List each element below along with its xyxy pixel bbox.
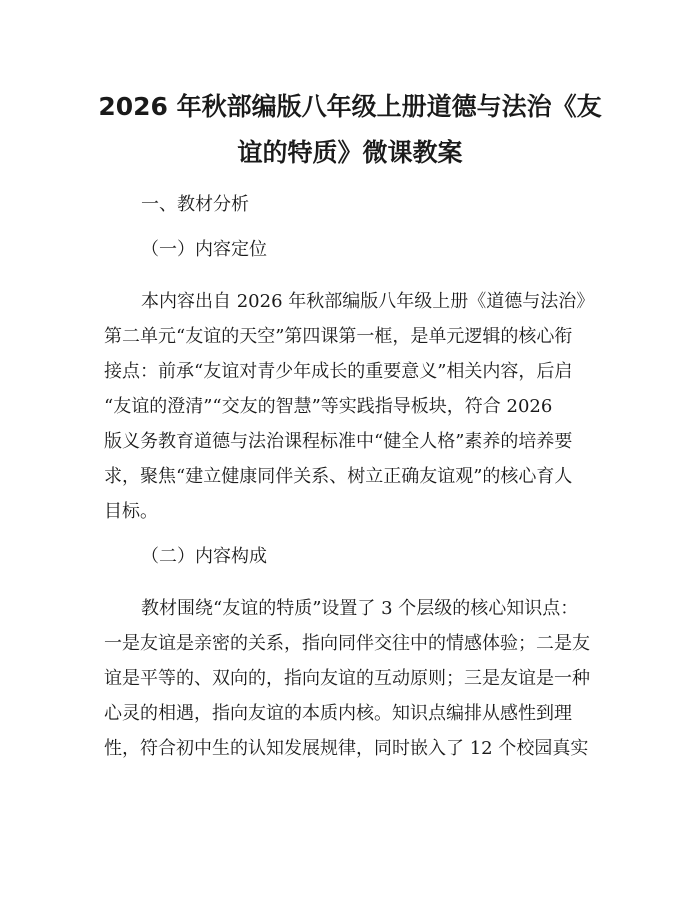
paragraph-2-line-2: 一是友谊是亲密的关系，指向同伴交往中的情感体验；二是友 (104, 633, 590, 654)
paragraph-2-line-3: 谊是平等的、双向的，指向友谊的互动原则；三是友谊是一种 (104, 668, 590, 689)
paragraph-1-line-6: 求，聚焦“建立健康同伴关系、树立正确友谊观”的核心育人 (104, 466, 573, 487)
paragraph-2-line-5: 性，符合初中生的认知发展规律，同时嵌入了 12 个校园真实 (104, 738, 589, 759)
subheading-content-composition: （二）内容构成 (141, 546, 267, 567)
paragraph-1-line-2: 第二单元“友谊的天空”第四课第一框，是单元逻辑的核心衔 (104, 326, 573, 347)
paragraph-2-line-4: 心灵的相遇，指向友谊的本质内核。知识点编排从感性到理 (104, 703, 572, 724)
paragraph-1-line-3: 接点：前承“友谊对青少年成长的重要意义”相关内容，后启 (104, 361, 573, 382)
paragraph-1-line-4: “友谊的澄清”“交友的智慧”等实践指导板块，符合 2026 (104, 396, 553, 417)
document-title-line-2: 谊的特质》微课教案 (237, 138, 463, 167)
section-heading-textbook-analysis: 一、教材分析 (141, 194, 249, 215)
paragraph-1-line-7: 目标。 (104, 501, 158, 522)
paragraph-2-line-1: 教材围绕“友谊的特质”设置了 3 个层级的核心知识点： (141, 598, 579, 619)
subheading-content-positioning: （一）内容定位 (141, 239, 267, 260)
paragraph-1-line-5: 版义务教育道德与法治课程标准中“健全人格”素养的培养要 (104, 431, 573, 452)
document-title-line-1: 2026 年秋部编版八年级上册道德与法治《友 (98, 92, 602, 121)
paragraph-1-line-1: 本内容出自 2026 年秋部编版八年级上册《道德与法治》 (141, 291, 595, 312)
